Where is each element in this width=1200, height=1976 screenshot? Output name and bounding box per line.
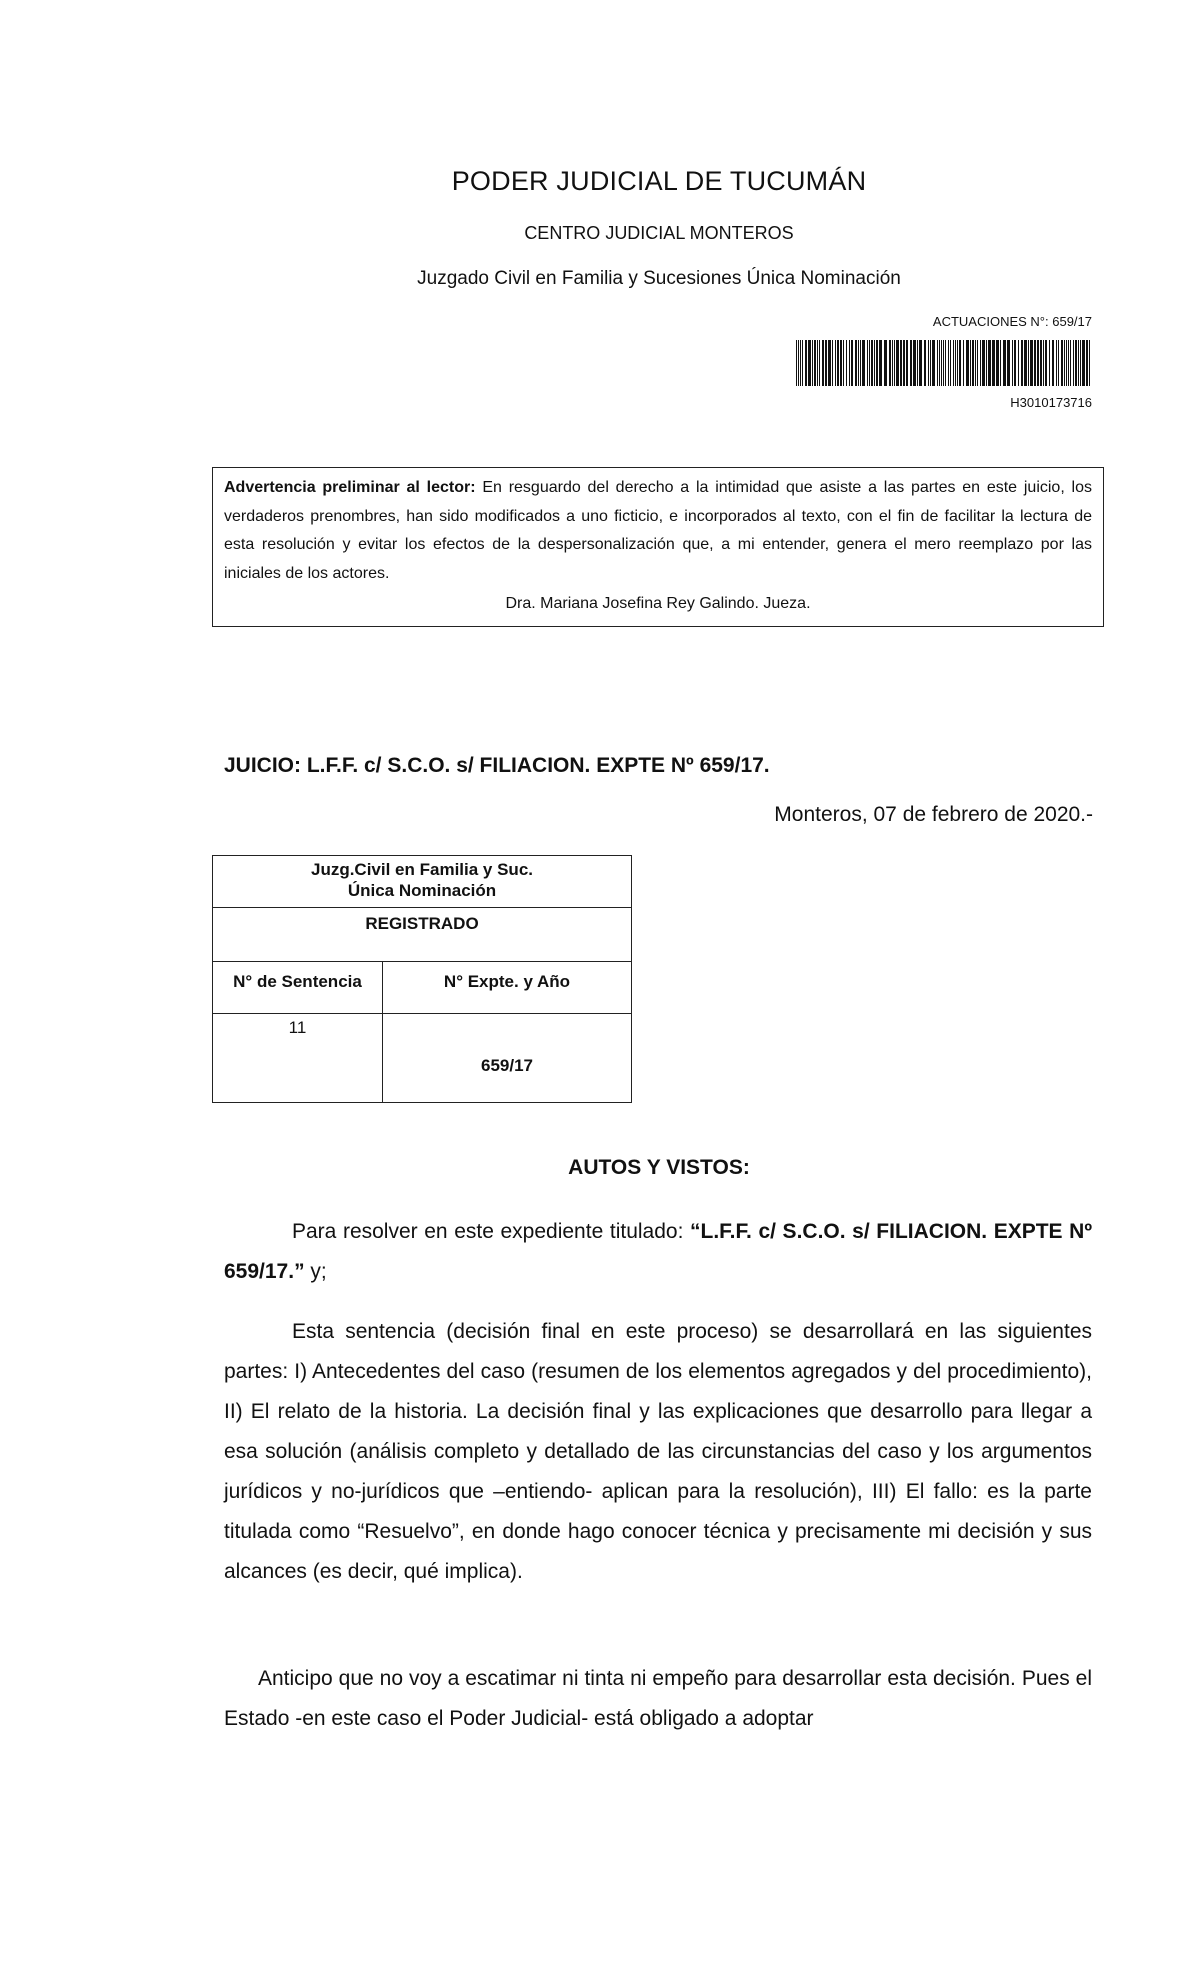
judicial-center: CENTRO JUDICIAL MONTEROS: [524, 223, 794, 243]
court-title: PODER JUDICIAL DE TUCUMÁN: [451, 166, 867, 196]
barcode-code: H3010173716: [1010, 395, 1092, 410]
section-heading: AUTOS Y VISTOS:: [568, 1156, 750, 1179]
registry-status: REGISTRADO: [213, 908, 631, 1014]
date-line: Monteros, 07 de febrero de 2020.-: [774, 803, 1093, 826]
paragraph-1-quote: “L.F.F. c/ S.C.O. s/ FILIACION. EXPTE Nº 659/17.”: [224, 1220, 1092, 1283]
paragraph-2-text: Esta sentencia (decisión final en este proceso) se desarrollará en las siguientes partes: I) Antecedentes del caso (resumen de los elementos agregados y del procedimiento), II) El relato de la historia. La decisión final y las explicaciones que desarrollo para llegar a esa solución (análisis completo y detallado de las circunstancias del caso y los argumentos jurídicos y no-jurídicos que –entiendo- aplican para la resolución), III) El fallo: es la parte titulada como “Resuelvo”, en donde hago conocer técnica y precisamente mi decisión y sus alcances (es decir, qué implica).: [224, 1320, 1092, 1583]
warning-lead: Advertencia preliminar al lector:: [224, 479, 476, 496]
registry-court-line2: Única Nominación: [347, 881, 497, 900]
sentence-label: N° de Sentencia: [233, 972, 362, 991]
expte-column: [383, 961, 631, 1102]
warning-body: En resguardo del derecho a la intimidad que asiste a las partes en este juicio, los verdaderos prenombres, han sido modificados a uno ficticio, e incorporados al texto, con el fin de facilitar la lectura de esta resolución y evitar los efectos de la despersonalización que, a mi entender, genera el mero reemplazo por las iniciales de los actores.: [224, 479, 1093, 582]
sentence-column: [213, 961, 383, 1102]
paragraph-2: [224, 1312, 1092, 1592]
paragraph-3: [224, 1659, 1092, 1739]
registry-table: [212, 855, 632, 1103]
paragraph-1-start: Para resolver en este expediente titulado:: [292, 1220, 691, 1243]
actuaciones-number: ACTUACIONES N°: 659/17: [932, 314, 1092, 329]
warning-signature: Dra. Mariana Josefina Rey Galindo. Jueza.: [505, 595, 811, 612]
registry-court-line1: Juzg.Civil en Familia y Suc.: [310, 860, 533, 879]
expte-label: N° Expte. y Año: [443, 972, 571, 991]
sentence-number: 11: [288, 1018, 307, 1037]
court-office: Juzgado Civil en Familia y Sucesiones Única Nominación: [417, 268, 901, 289]
paragraph-3-text: Anticipo que no voy a escatimar ni tinta ni empeño para desarrollar esta decisión. Pues el Estado -en este caso el Poder Judicial- está obligado a adoptar: [224, 1667, 1092, 1730]
paragraph-1-end: y;: [304, 1260, 327, 1283]
barcode-image: [796, 340, 1092, 386]
registry-court: [213, 856, 631, 908]
expte-number: 659/17: [481, 1056, 533, 1075]
paragraph-1: [224, 1212, 1092, 1292]
reader-warning-box: [212, 467, 1104, 627]
case-title: JUICIO: L.F.F. c/ S.C.O. s/ FILIACION. EXPTE Nº 659/17.: [224, 754, 770, 777]
